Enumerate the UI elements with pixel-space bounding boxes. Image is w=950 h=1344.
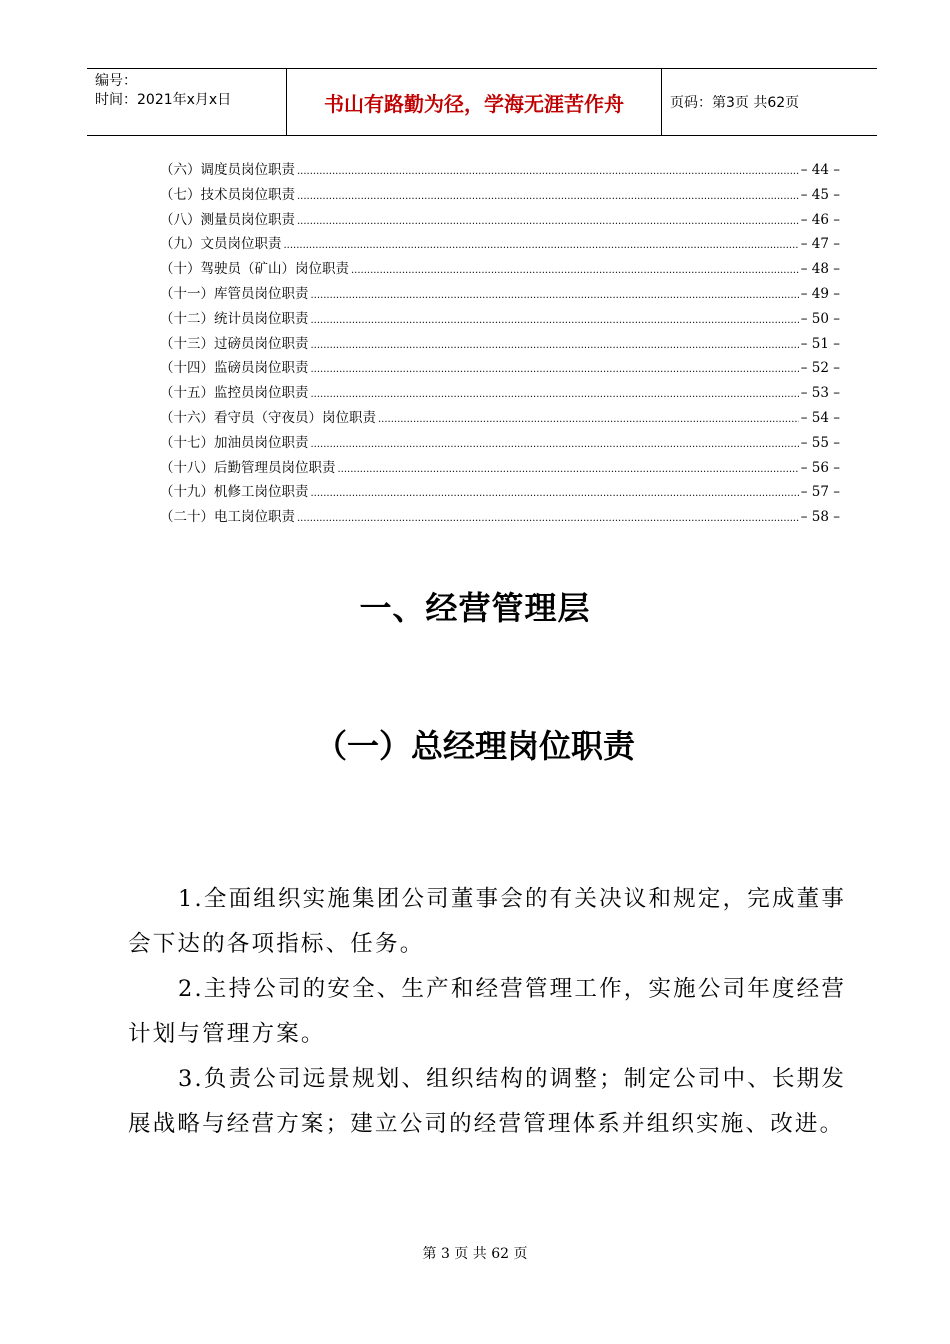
- toc-entry[interactable]: [160, 232, 840, 257]
- toc-entry-page: – 45 –: [800, 186, 840, 203]
- toc-entry-page: – 50 –: [800, 310, 840, 327]
- paragraph-3: 3.负责公司远景规划、组织结构的调整；制定公司中、长期发展战略与经营方案；建立公司的经营管理体系并组织实施、改进。: [128, 1066, 847, 1137]
- toc-leader-dots: [311, 315, 799, 326]
- toc-entry-page: – 46 –: [800, 211, 840, 228]
- toc-entry[interactable]: [160, 257, 840, 282]
- toc-leader-dots: [311, 488, 799, 499]
- toc-entry-title: （十七）加油员岗位职责: [160, 434, 309, 451]
- toc-entry-page: – 49 –: [800, 285, 840, 302]
- toc-leader-dots: [311, 364, 799, 375]
- toc-entry-page: – 48 –: [800, 261, 840, 278]
- toc-leader-dots: [311, 340, 799, 351]
- toc-entry[interactable]: [160, 356, 840, 381]
- toc-leader-dots: [297, 191, 799, 202]
- toc-entry[interactable]: [160, 183, 840, 208]
- paragraph-1: 1.全面组织实施集团公司董事会的有关决议和规定，完成董事会下达的各项指标、任务。: [128, 886, 847, 957]
- document-header: [87, 68, 877, 136]
- toc-entry-page: – 58 –: [800, 509, 840, 526]
- section-heading: 一、经营管理层: [359, 589, 591, 627]
- toc-entry-page: – 51 –: [800, 335, 840, 352]
- toc-entry[interactable]: [160, 282, 840, 307]
- toc-leader-dots: [297, 166, 799, 177]
- toc-entry-page: – 55 –: [800, 434, 840, 451]
- toc-leader-dots: [338, 464, 799, 475]
- toc-entry-title: （十二）统计员岗位职责: [160, 310, 309, 327]
- toc-leader-dots: [297, 216, 799, 227]
- toc-entry[interactable]: [160, 480, 840, 505]
- toc-entry-title: （十）驾驶员（矿山）岗位职责: [160, 261, 349, 278]
- toc-entry[interactable]: [160, 505, 840, 530]
- subsection-heading: （一）总经理岗位职责: [314, 727, 635, 765]
- toc-leader-dots: [311, 389, 799, 400]
- toc-entry[interactable]: [160, 431, 840, 456]
- toc-leader-dots: [297, 513, 799, 524]
- body-text: [128, 877, 848, 1147]
- toc-entry-page: – 52 –: [800, 360, 840, 377]
- toc-entry[interactable]: [160, 332, 840, 357]
- header-motto: 书山有路勤为径，学海无涯苦作舟: [287, 69, 662, 135]
- header-page-info: 页码：第3页 共62页: [670, 95, 800, 111]
- toc-entry-title: （十三）过磅员岗位职责: [160, 335, 309, 352]
- toc-entry-page: – 54 –: [800, 409, 840, 426]
- header-time-label: 时间：2021年x月x日: [95, 92, 232, 108]
- toc-leader-dots: [378, 414, 799, 425]
- toc-entry-page: – 56 –: [800, 459, 840, 476]
- toc-entry-title: （八）测量员岗位职责: [160, 211, 295, 228]
- toc-entry-title: （六）调度员岗位职责: [160, 162, 295, 178]
- toc-entry-title: （十八）后勤管理员岗位职责: [160, 459, 336, 476]
- toc-entry-title: （十九）机修工岗位职责: [160, 484, 309, 501]
- toc-entry[interactable]: [160, 158, 840, 183]
- toc-entry[interactable]: [160, 406, 840, 431]
- toc-entry-title: （十四）监磅员岗位职责: [160, 360, 309, 377]
- toc-entry[interactable]: [160, 307, 840, 332]
- toc-leader-dots: [311, 439, 799, 450]
- page-footer: 第 3 页 共 62 页: [422, 1246, 528, 1262]
- header-meta: [87, 69, 287, 135]
- table-of-contents: [160, 158, 840, 530]
- toc-entry-title: （十一）库管员岗位职责: [160, 285, 309, 302]
- toc-leader-dots: [351, 265, 799, 276]
- header-number-label: 编号：: [95, 73, 137, 89]
- toc-entry-title: （七）技术员岗位职责: [160, 186, 295, 203]
- paragraph-2: 2.主持公司的安全、生产和经营管理工作，实施公司年度经营计划与管理方案。: [128, 976, 847, 1047]
- toc-entry[interactable]: [160, 381, 840, 406]
- toc-entry-page: – 57 –: [800, 484, 840, 501]
- toc-entry-page: – 44 –: [800, 162, 840, 178]
- toc-entry-page: – 47 –: [800, 236, 840, 253]
- toc-leader-dots: [284, 240, 799, 251]
- toc-entry-title: （十六）看守员（守夜员）岗位职责: [160, 409, 376, 426]
- toc-entry[interactable]: [160, 456, 840, 481]
- toc-entry-title: （十五）监控员岗位职责: [160, 385, 309, 402]
- toc-entry-title: （二十）电工岗位职责: [160, 509, 295, 526]
- toc-leader-dots: [311, 290, 799, 301]
- toc-entry[interactable]: [160, 208, 840, 233]
- toc-entry-title: （九）文员岗位职责: [160, 236, 282, 253]
- toc-entry-page: – 53 –: [800, 385, 840, 402]
